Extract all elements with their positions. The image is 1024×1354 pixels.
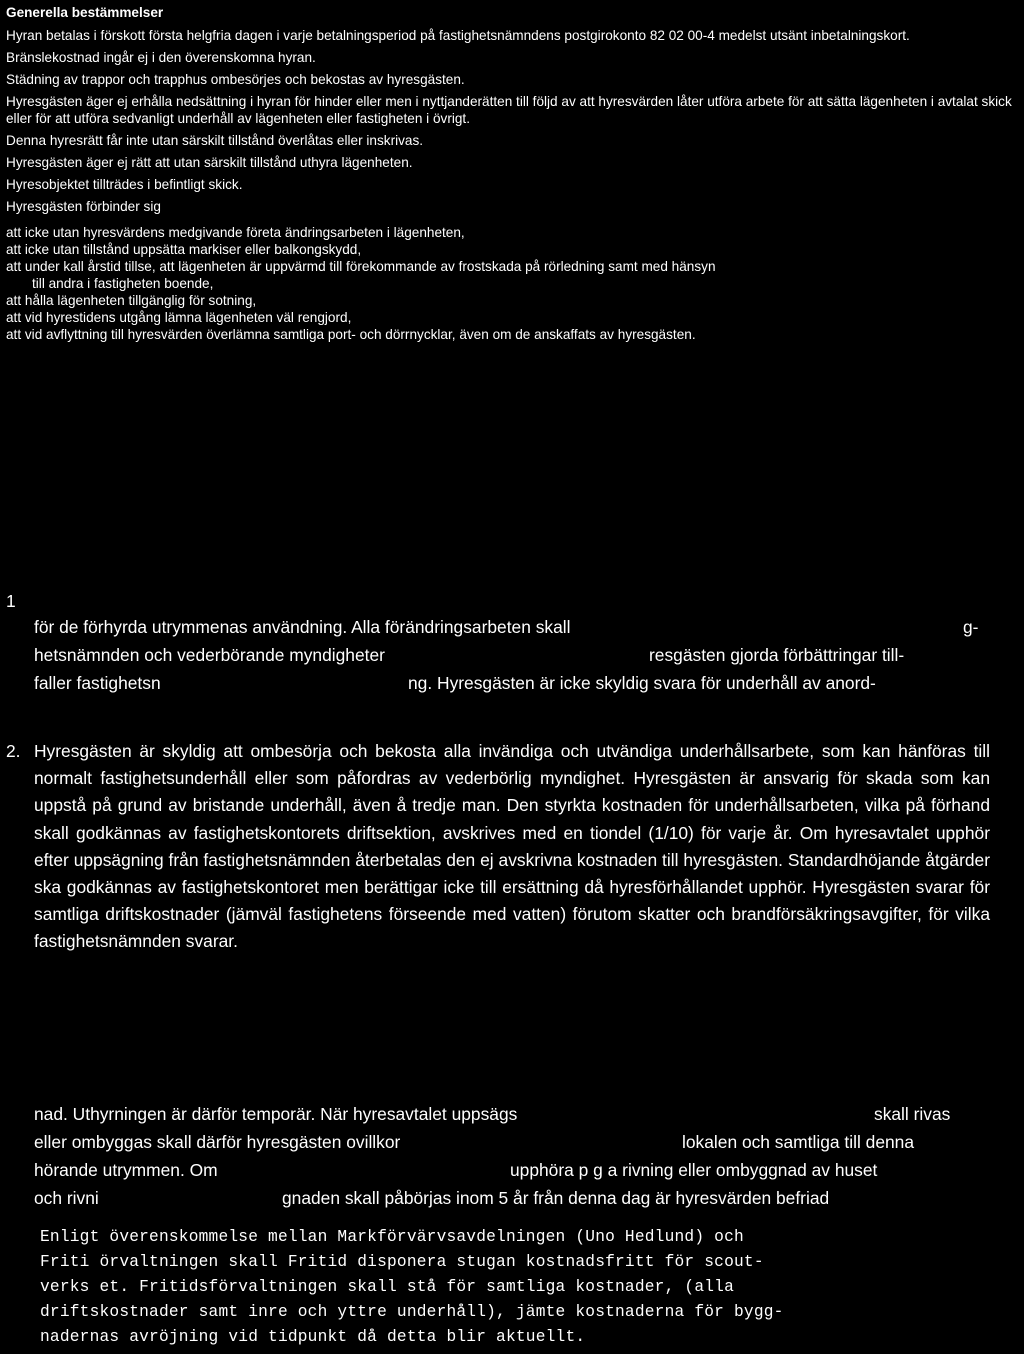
typed-line: driftskostnader samt inre och yttre underhåll), jämte kostnaderna för bygg- (40, 1303, 784, 1321)
section-1-number: 1 (6, 591, 16, 611)
paragraph-transfer: Denna hyresrätt får inte utan särskilt tillstånd överlåtas eller inskrivas. (6, 133, 424, 148)
typed-line: Friti örvaltningen skall Fritid disponera stugan kostnadsfritt för scout- (40, 1253, 764, 1271)
text-fragment: nad. Uthyrningen är därför temporär. När hyresavtalet uppsägs (34, 1104, 518, 1124)
text-fragment: upphöra p g a rivning eller ombyggnad av huset (510, 1160, 878, 1180)
text-fragment: gnaden skall påbörjas inom 5 år från denna dag är hyresvärden befriad (282, 1188, 830, 1208)
section-2-number: 2. (6, 741, 21, 761)
obligation-item: att under kall årstid tillse, att lägenheten är uppvärmd till förekommande av frostskada på rörledning samt med hänsyn (6, 259, 716, 274)
paragraph-rent-reduction: Hyresgästen äger ej erhålla nedsättning i hyran för hinder eller men i nyttjanderätten till följd av att hyresvärden låter utföra arbete för att sätta lägenheten i avtalat skick eller för att utföra sedvanligt underhåll av lägenheten eller fastigheten i övrigt. (6, 94, 1012, 126)
paragraph-obligations-intro: Hyresgästen förbinder sig (6, 199, 161, 214)
typed-line: verks et. Fritidsförvaltningen skall stå för samtliga kostnader, (alla (40, 1278, 734, 1296)
obligation-item: att icke utan tillstånd uppsätta markiser eller balkongskydd, (6, 242, 362, 257)
section-3 (34, 1101, 994, 1213)
text-fragment: lokalen och samtliga till denna (682, 1132, 915, 1152)
typed-line: nadernas avröjning vid tidpunkt då detta blir aktuellt. (40, 1328, 586, 1346)
paragraph-sublet: Hyresgästen äger ej rätt att utan särskilt tillstånd uthyra lägenheten. (6, 155, 413, 170)
text-line (34, 1157, 994, 1185)
typed-line: Enligt överenskommelse mellan Markförvärvsavdelningen (Uno Hedlund) och (40, 1228, 744, 1246)
obligation-item: att vid avflyttning till hyresvärden överlämna samtliga port- och dörrnycklar, även om de anskaffats av hyresgästen. (6, 327, 696, 342)
general-terms (6, 4, 1016, 343)
typewritten-note (40, 1225, 1024, 1350)
obligation-item: att vid hyrestidens utgång lämna lägenheten väl rengjord, (6, 310, 352, 325)
obligation-item: att icke utan hyresvärdens medgivande företa ändringsarbeten i lägenheten, (6, 225, 465, 240)
paragraph-payment: Hyran betalas i förskott första helgfria dagen i varje betalningsperiod på fastighetsnämndens postgirokonto 82 02 00-4 medelst utsänt inbetalningskort. (6, 28, 910, 43)
general-terms-heading: Generella bestämmelser (6, 5, 164, 20)
text-fragment: ng. Hyresgästen är icke skyldig svara för underhåll av anord- (408, 673, 876, 693)
text-fragment: skall rivas (874, 1104, 951, 1124)
text-fragment: hörande utrymmen. Om (34, 1160, 218, 1180)
text-line (34, 614, 1014, 642)
paragraph-condition: Hyresobjektet tillträdes i befintligt skick. (6, 177, 243, 192)
text-line (34, 1129, 994, 1157)
text-fragment: och rivni (34, 1188, 99, 1208)
text-line (34, 1101, 994, 1129)
text-fragment: hetsnämnden och vederbörande myndigheter (34, 645, 385, 665)
text-fragment: för de förhyrda utrymmenas användning. Alla förändringsarbeten skall (34, 617, 571, 637)
section-2-text: Hyresgästen är skyldig att ombesörja och bekosta alla invändiga och utvändiga underhållsarbete, som kan hänföras till normalt fastighetsunderhåll eller som påfordras av vederbörlig myndighet. Hyresgästen är ansvarig för skada som kan uppstå på grund av bristande underhåll, även å tredje man. Den styrkta kostnaden för underhållsarbeten, vilka på förhand skall godkännas av fastighetskontorets driftsektion, avskrives med en tiondel (1/10) för varje år. Om hyresavtalet upphör efter uppsägning från fastighetsnämnden återbetalas den ej avskrivna kostnaden till hyresgästen. Standardhöjande åtgärder ska godkännas av fastighetskontoret men berättigar icke till ersättning då hyresförhållandet upphör. Hyresgästen svarar för samtliga driftskostnader (jämväl fastighetens förseende med vatten) förutom skatter och brandförsäkringsavgifter, för vilka fastighetsnämnden svarar. (34, 741, 990, 952)
obligation-item: att hålla lägenheten tillgänglig för sotning, (6, 293, 257, 308)
text-line (34, 642, 1014, 670)
paragraph-fuel: Bränslekostnad ingår ej i den överenskomna hyran. (6, 50, 316, 65)
paragraph-cleaning: Städning av trappor och trapphus ombesörjes och bekostas av hyresgästen. (6, 72, 465, 87)
text-line (34, 670, 1014, 698)
section-1-lines (34, 614, 1014, 698)
text-fragment: resgästen gjorda förbättringar till- (649, 645, 905, 665)
text-line (34, 1185, 994, 1213)
text-fragment: eller ombyggas skall därför hyresgästen ovillkor (34, 1132, 401, 1152)
obligation-item-continuation: till andra i fastigheten boende, (32, 276, 214, 291)
text-fragment: faller fastighetsn (34, 673, 161, 693)
text-fragment: g- (963, 617, 979, 637)
